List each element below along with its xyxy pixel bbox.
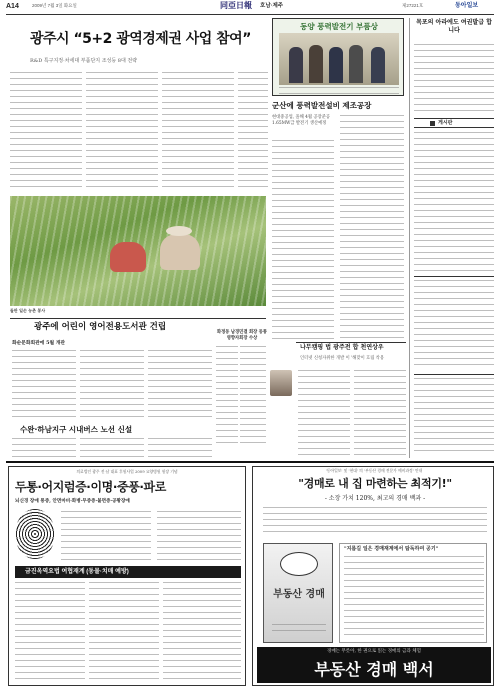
right-ad-subtitle: - 소장 가치 120%, 최고의 경매 백과 -	[324, 495, 426, 502]
farmer-hat	[166, 226, 192, 236]
right-col-sep-2	[414, 374, 494, 375]
person-3	[329, 47, 343, 83]
person-1	[289, 47, 303, 83]
left-ad-image	[15, 509, 55, 559]
mid-article-b	[80, 350, 144, 418]
mid2-article-a	[12, 438, 76, 458]
left-ad-title: 두통·어지럼증·이명·중풍·파로	[15, 480, 166, 494]
book-badge	[280, 552, 318, 576]
left-ad	[8, 466, 246, 686]
person-2	[309, 45, 323, 83]
bottom-article-a	[298, 370, 350, 458]
person-4	[349, 45, 363, 83]
page-date: 2009년 7월 3일 화요일	[32, 3, 77, 8]
mid-headline-2: 수완·하남지구 시내버스 노선 신설	[20, 425, 133, 434]
right-col-divider	[409, 18, 410, 458]
mid2-article-b	[80, 438, 144, 458]
blog-list-1	[414, 132, 494, 272]
main-subhead: R&D 특구지정·차세대 부품단지 조성등 8대 전략	[30, 58, 138, 64]
farm-photo	[10, 196, 266, 306]
right-col-article	[414, 44, 494, 114]
left-ad-body-3	[15, 582, 85, 682]
left-ad-body-1	[61, 511, 151, 563]
blog-list-3	[414, 378, 494, 456]
photo-caption-title: 들판 일손 농촌 봉사	[10, 308, 46, 313]
photo-caption	[10, 308, 266, 316]
mid-headline: 광주에 어린이 영어전용도서관 건립	[34, 322, 167, 332]
interview-portrait	[270, 370, 292, 396]
right-ad-bullets	[263, 507, 487, 537]
top-ad	[272, 18, 404, 96]
book-footer	[272, 624, 326, 636]
main-headline: 광주시 “5+2 광역경제권 사업 참여”	[30, 31, 251, 47]
section-name: 호남·제주	[260, 3, 284, 9]
bottom-headline: 나무캠핑 법 광주전 합 천연상우	[300, 344, 384, 351]
left-ad-bar	[15, 566, 241, 578]
farmer-figure-2	[160, 234, 200, 270]
main-article-col4	[238, 72, 268, 192]
section-masthead: 同亞日報	[220, 0, 252, 10]
col2-subhead: 현대중공업, 올해 4월 공장준공 1.65MW급 발전기 생산예정	[272, 115, 331, 126]
farmer-figure-1	[110, 242, 146, 272]
bottom-sub: 인터넷 신청자위한 개발 이 '해맞이 흐림 착용	[300, 356, 385, 361]
main-article-col1	[10, 72, 82, 192]
left-ad-body-5	[163, 582, 241, 682]
blog-icon	[430, 121, 435, 126]
interview-title: 화정동 남경민결 회장 동통영향자회장 수상	[216, 330, 268, 341]
blog-header	[414, 118, 494, 128]
right-ad-textbox	[339, 543, 487, 643]
left-ad-body-2	[157, 511, 241, 563]
right-ad-textbox-body	[344, 556, 484, 640]
main-article-col2	[86, 72, 158, 192]
right-ad-title: "경매로 내 집 마련하는 최적기!"	[298, 477, 452, 490]
left-ad-note: 의료법인 광주 전·남 대표 후원사업 2009 요양병원 원장 기념	[76, 469, 178, 474]
left-ad-body-4	[89, 582, 159, 682]
mid-right-rule	[296, 342, 406, 343]
right-ad-footer-small: 경매는 무릇아, 한 권으로 읽는 경매의 금과 체험	[326, 649, 422, 654]
right-ad-footer-big: 부동산 경매 백서	[314, 660, 434, 679]
bottom-article-b	[354, 370, 406, 458]
blog-list-2	[414, 280, 494, 370]
ad-section-rule	[6, 461, 494, 463]
col2-headline: 군산에 풍력발전설비 제조공장	[272, 101, 372, 110]
right-ad-footer	[257, 647, 491, 683]
top-ad-title: 동양 풍력발전기 부품상	[300, 22, 378, 31]
main-article-col3	[162, 72, 234, 192]
page-number: A14	[6, 3, 19, 10]
interview-box	[216, 330, 268, 450]
book-title: 부동산 경매	[273, 589, 325, 600]
col2-article-b	[340, 115, 404, 340]
blog-title: 게시판	[438, 120, 453, 126]
right-col-title: 목포의 아라에도 여권발급 합니다	[416, 19, 492, 35]
mid2-article-c	[148, 438, 212, 458]
top-ad-photo	[279, 33, 399, 85]
top-ad-caption	[279, 87, 399, 95]
right-ad-note: '동아일보' 및 '현대' 의 '부동산 경매 전문가 예비과정' 안내	[325, 468, 423, 473]
right-ad-book	[263, 543, 333, 643]
person-5	[371, 47, 385, 83]
right-ad	[252, 466, 494, 686]
page-header	[0, 0, 500, 14]
header-rule	[6, 14, 494, 15]
mid-sub1: 화순문화회관에 5월 개관	[12, 340, 66, 346]
right-ad-textbox-title: "지름길 일은 경매재계에서 탐독하여 공기"	[344, 546, 439, 552]
col2-article-a	[272, 140, 334, 340]
mid-rule	[10, 318, 266, 319]
issue-number: 제27221호	[402, 3, 424, 8]
interview-text-2	[240, 346, 266, 446]
mid-article-c	[148, 350, 212, 418]
paper-name: 동아일보	[455, 3, 479, 9]
left-ad-subtitle: 뇌신경 장애 통증, 안면마비·화병·무증증·불면증·공황장애	[15, 499, 130, 504]
mid-article-a	[12, 350, 76, 418]
left-ad-bar-text: 금진옥역요법 여협재계 (동물·치매 예방)	[25, 569, 129, 575]
right-col-sep	[414, 276, 494, 277]
